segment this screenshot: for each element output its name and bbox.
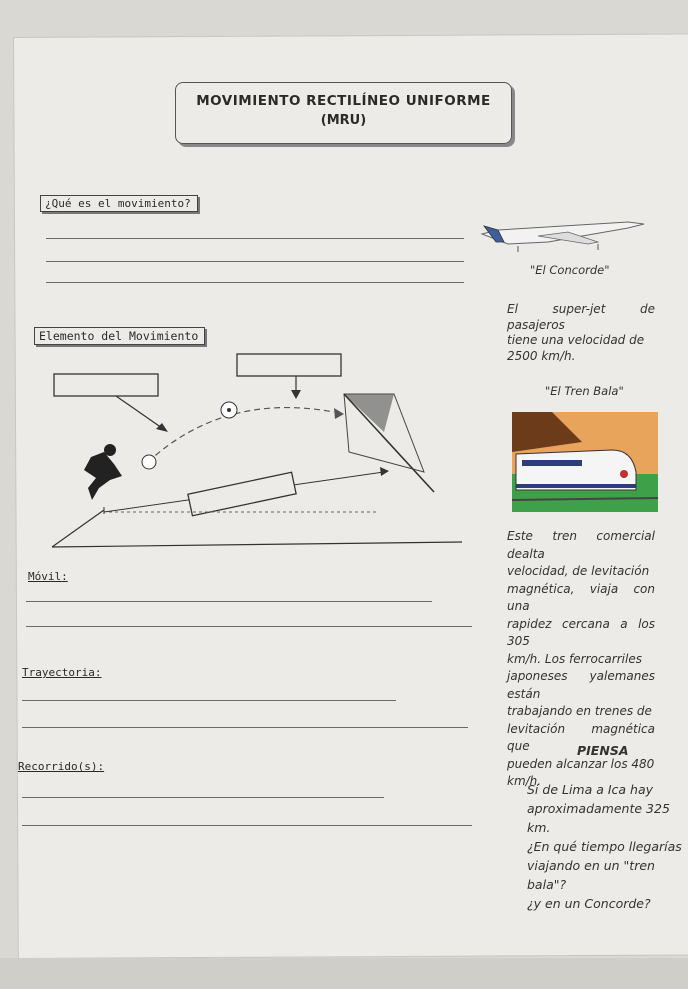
blank-box[interactable] [54,374,158,396]
movil-label: Móvil: [28,570,68,583]
answer-line[interactable] [46,238,464,239]
answer-line[interactable] [22,825,472,826]
concorde-line: tiene una velocidad de [507,333,645,347]
trayectoria-label: Trayectoria: [22,666,102,679]
train-line: km/h. [507,774,542,788]
train-line: rapidez cercana a los 305 [507,616,655,648]
concorde-caption: "El Concorde" [530,263,610,277]
title-sub: (MRU) [320,113,367,128]
movement-diagram [44,352,464,552]
train-line: japoneses yalemanes están [507,669,655,701]
piensa-line: ¿y en un Concorde? [527,896,651,911]
question-box: ¿Qué es el movimiento? [40,195,198,212]
piensa-line: ¿En qué tiempo llegarías [527,839,682,854]
answer-line[interactable] [46,282,464,283]
train-line: km/h. Los ferrocarriles [507,651,642,666]
train-line: Este tren comercial dealta [507,529,655,561]
title-main: MOVIMIENTO RECTILÍNEO UNIFORME [196,93,491,109]
concorde-description [507,302,655,364]
train-line: trabajando en trenes de [507,704,652,718]
piensa-line: viajando en un "tren bala"? [527,858,655,892]
piensa-line: aproximadamente 325 km. [527,801,670,835]
piensa-question [527,780,688,913]
answer-line[interactable] [46,261,464,262]
blank-box[interactable] [237,354,341,376]
title-box [175,82,512,144]
train-line: levitación magnética que [507,721,655,753]
concorde-image [478,212,648,258]
answer-line[interactable] [22,727,468,728]
train-line: velocidad, de levitación [507,564,650,578]
concorde-line: 2500 km/h. [507,348,576,363]
train-caption: "El Tren Bala" [545,384,624,398]
answer-line[interactable] [22,700,396,701]
blank-box[interactable] [188,472,296,516]
answer-line[interactable] [22,797,384,798]
piensa-heading: PIENSA [577,743,629,758]
concorde-line: El super-jet de pasajeros [507,302,655,332]
train-line: magnética, viaja con una [507,581,655,613]
tren-bala-image [512,412,658,512]
page-edge [0,958,688,989]
answer-line[interactable] [26,626,472,627]
piensa-line: Si de Lima a Ica hay [527,782,654,797]
train-line: pueden alcanzar los 480 [507,756,655,771]
answer-line[interactable] [26,601,432,602]
element-heading: Elemento del Movimiento [34,327,205,345]
recorrido-label: Recorrido(s): [18,760,105,773]
